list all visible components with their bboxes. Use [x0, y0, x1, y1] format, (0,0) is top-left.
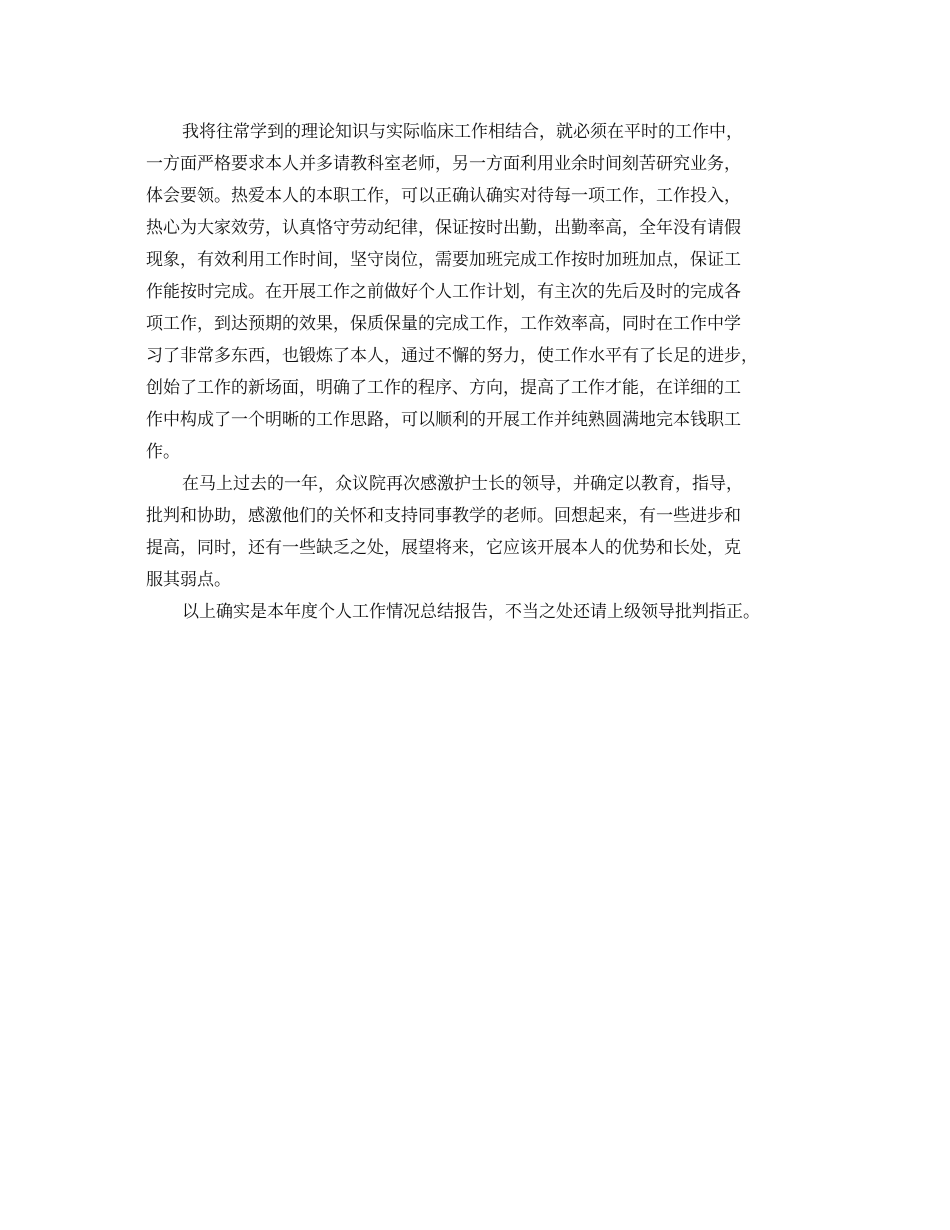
text-line: 以上确实是本年度个人工作情况总结报告，不当之处还请上级领导批判指正。	[182, 602, 760, 622]
text-line: 批判和协助，感激他们的关怀和支持同事教学的老师。回想起来，有一些进步和	[146, 506, 741, 526]
text-line: 一方面严格要求本人并多请教科室老师，另一方面利用业余时间刻苦研究业务，	[146, 154, 741, 174]
document-body	[146, 116, 826, 628]
text-line: 热心为大家效劳，认真恪守劳动纪律，保证按时出勤，出勤率高，全年没有请假	[146, 218, 741, 238]
paragraph-2	[146, 468, 826, 596]
text-line: 作中构成了一个明晰的工作思路，可以顺利的开展工作并纯熟圆满地完本钱职工	[146, 410, 741, 430]
text-line: 作。	[146, 442, 180, 462]
paragraph-3	[146, 596, 826, 628]
text-line: 提高，同时，还有一些缺乏之处，展望将来，它应该开展本人的优势和长处，克	[146, 538, 741, 558]
text-line: 项工作，到达预期的效果，保质保量的完成工作，工作效率高，同时在工作中学	[146, 314, 741, 334]
text-line: 在马上过去的一年，众议院再次感激护士长的领导，并确定以教育，指导，	[182, 474, 743, 494]
paragraph-1	[146, 116, 826, 468]
text-line: 体会要领。热爱本人的本职工作，可以正确认确实对待每一项工作，工作投入，	[146, 186, 741, 206]
text-line: 作能按时完成。在开展工作之前做好个人工作计划，有主次的先后及时的完成各	[146, 282, 741, 302]
text-line: 习了非常多东西，也锻炼了本人，通过不懈的努力，使工作水平有了长足的进步，	[146, 346, 758, 366]
text-line: 创始了工作的新场面，明确了工作的程序、方向，提高了工作才能，在详细的工	[146, 378, 741, 398]
text-line: 现象，有效利用工作时间，坚守岗位，需要加班完成工作按时加班加点，保证工	[146, 250, 741, 270]
text-line: 服其弱点。	[146, 570, 231, 590]
text-line: 我将往常学到的理论知识与实际临床工作相结合，就必须在平时的工作中，	[182, 122, 743, 142]
